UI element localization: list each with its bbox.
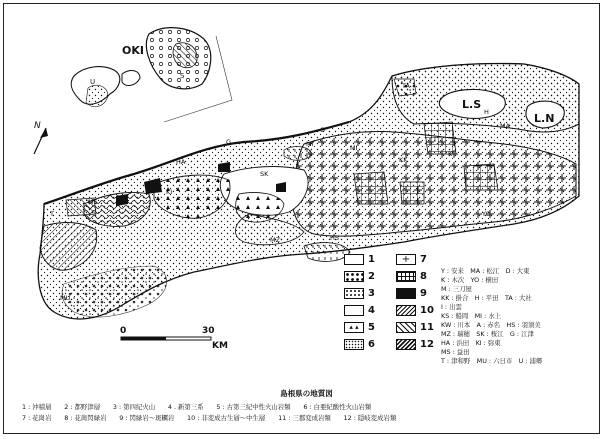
- legend-item-12: 12: [396, 339, 434, 350]
- scale-unit: KM: [212, 341, 228, 351]
- legend-item-10: 10: [396, 305, 434, 316]
- place-code-s: S: [180, 72, 185, 80]
- abbreviation-list: [441, 267, 605, 367]
- place-code-k: K: [448, 150, 453, 158]
- abbr-line: KS : 船岡 MI : 水上: [441, 312, 502, 321]
- place-code-o: O: [320, 126, 326, 134]
- legend-item-11: 11: [396, 322, 434, 333]
- swatch-neogene: [344, 305, 364, 316]
- place-code-mi: MI: [306, 140, 314, 148]
- abbr-line: Y : 安来 MA : 松江 D : 大東: [441, 267, 530, 275]
- place-code-h: H: [484, 108, 489, 116]
- lake-nakaumi-label: L.N: [534, 112, 555, 125]
- abbr-line: M : 三刀屋: [441, 285, 472, 294]
- swatch-cretaceous-volcanic: [344, 339, 364, 350]
- swatch-quaternary-volcanic: [344, 288, 364, 299]
- caption-line-1: 1 : 沖積層 2 : 都野津層 3 : 第四紀火山 4 . 新第三系 5 : 古第三紀中性火山岩類 6 : 白亜紀酸性火山岩類: [22, 403, 372, 411]
- abbr-line: MS : 益田: [441, 348, 470, 357]
- legend-item-6: 6: [344, 339, 375, 350]
- place-code-t: T: [50, 210, 54, 218]
- place-code-g: G: [226, 138, 232, 146]
- legend-item-8: 8: [396, 271, 427, 282]
- abbr-line: T : 津和野 MU : 六日市 U : 浦郷: [441, 357, 543, 366]
- scale-zero: 0: [120, 326, 127, 336]
- legend-item-5: ▴ ▴ 5: [344, 322, 375, 333]
- caption-line-2: 7 : 花崗岩 8 : 花崗閃緑岩 9 : 閃緑岩～斑糲岩 10 : 非変成古生層～中生層 11 : 三郡変成岩類 12 : 隠岐変成岩類: [22, 414, 397, 422]
- abbr-line: HA : 浜田 KI : 弥東: [441, 339, 501, 348]
- place-code-yo: YO: [482, 210, 491, 218]
- oki-islands: [71, 28, 232, 122]
- place-code-ki: KI: [166, 188, 173, 196]
- north-arrow: [34, 121, 48, 154]
- swatch-paleogene-volcanic: ▴ ▴: [344, 322, 364, 333]
- abbr-line: KW : 川本 A : 赤名 HS : 羽須美: [441, 321, 541, 330]
- swatch-non-metamorphic: [396, 305, 416, 316]
- place-code-i: I: [434, 136, 436, 144]
- oki-label: OKI: [122, 44, 144, 57]
- legend-item-9: 9: [396, 288, 427, 299]
- place-code-ta: TA: [402, 82, 410, 90]
- legend-item-4: 4: [344, 305, 375, 316]
- caption-legend: [22, 402, 602, 424]
- scale-bar: [116, 324, 236, 354]
- abbr-line: KK : 掛合 H : 平田 TA : 大社: [441, 294, 532, 303]
- abbr-line: K : 木次 YO : 横田: [441, 276, 499, 285]
- swatch-diorite-gabbro: [396, 288, 416, 299]
- north-label: N: [34, 121, 41, 131]
- place-code-mz: MZ: [270, 236, 281, 244]
- legend-item-7: + 7: [396, 254, 427, 265]
- place-code-ma: MA: [500, 122, 511, 130]
- swatch-granodiorite: [396, 271, 416, 282]
- swatch-tsunozu: [344, 271, 364, 282]
- swatch-granite: +: [396, 254, 416, 265]
- legend-item-1: 1: [344, 254, 375, 265]
- scale-value: 30: [202, 326, 215, 336]
- place-code-kk: KK: [399, 156, 408, 164]
- lake-shinji-label: L.S: [462, 98, 482, 111]
- legend-item-2: 2: [344, 271, 375, 282]
- legend-item-3: 3: [344, 288, 375, 299]
- place-code-mu: MU: [60, 294, 71, 302]
- place-code-y: Y: [528, 132, 532, 140]
- place-code-ms: MS: [88, 198, 98, 206]
- abbr-line: MZ : 瑞穂 SK : 桜江 G : 江津: [441, 330, 534, 339]
- map-frame: [3, 3, 600, 434]
- map-caption-title: 島根県の地質図: [280, 389, 333, 398]
- place-code-sk: SK: [260, 170, 269, 178]
- swatch-oki-metamorphic: [396, 339, 416, 350]
- swatch-sangun-metamorphic: [396, 322, 416, 333]
- place-code-hs: HS: [330, 234, 340, 242]
- place-code-u: U: [90, 78, 96, 86]
- abbr-line: I : 出雲: [441, 303, 462, 312]
- swatch-alluvium: [344, 254, 364, 265]
- place-code-ha: HA: [176, 158, 186, 166]
- place-code-kw: KW: [276, 184, 287, 192]
- place-code-mi-2: MI: [350, 144, 358, 152]
